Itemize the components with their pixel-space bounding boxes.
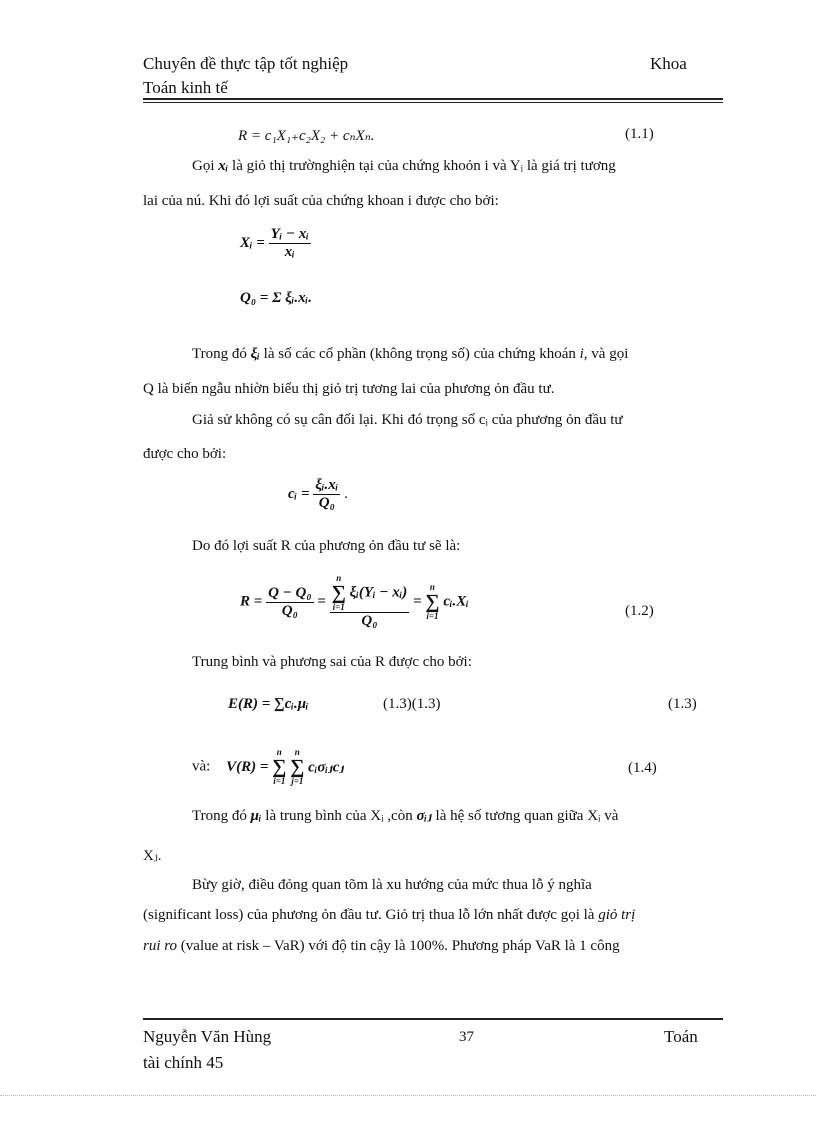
paragraph-2-line-1 bbox=[192, 346, 628, 363]
text-va: và: bbox=[192, 758, 211, 775]
text: Gọi bbox=[192, 158, 215, 174]
footer-rule bbox=[143, 1018, 723, 1020]
sum-sign: n ∑ i=1 bbox=[331, 573, 346, 612]
eq-end: . bbox=[344, 486, 348, 502]
paragraph-6-line-1 bbox=[192, 806, 618, 825]
eq-rhs: cᵢ.Xᵢ bbox=[443, 593, 469, 610]
eq-lhs: Xᵢ = bbox=[240, 235, 265, 251]
equation-1-1: R = c₁X₁₊c₂X₂ + cₙXₙ. bbox=[238, 128, 375, 144]
fraction-1 bbox=[266, 585, 313, 620]
text: là hệ số tương quan giữa Xᵢ và bbox=[435, 808, 619, 824]
text: là giỏ thị trườnghiện tại của chứng khoỏn i và Yᵢ là giá trị tương bbox=[232, 158, 616, 174]
footer-class: tài chính 45 bbox=[143, 1053, 224, 1072]
text: là số các cổ phần (không trọng số) của chứng khoán bbox=[263, 346, 576, 362]
text: Trong đó bbox=[192, 808, 247, 824]
paragraph-7-line-1: Bừy giờ, điều đỏng quan tõm là xu hướng của mức thua lỗ ý nghĩa bbox=[192, 877, 592, 893]
fraction-numerator: ξᵢ.xᵢ bbox=[315, 477, 339, 493]
fraction-numerator: Yᵢ − xᵢ bbox=[270, 226, 309, 242]
sum-upper: n bbox=[336, 573, 342, 583]
eq-lhs: V(R) = bbox=[226, 758, 269, 775]
header-rule-thin bbox=[143, 102, 723, 103]
sum-sign-j: n ∑ j=1 bbox=[290, 747, 305, 786]
eq-lhs: cᵢ = bbox=[288, 486, 310, 502]
equation-number-1-2: (1.2) bbox=[625, 603, 654, 619]
numerator-expr: ξᵢ(Yᵢ − xᵢ) bbox=[349, 584, 408, 601]
fraction-denominator: xᵢ bbox=[284, 244, 295, 260]
fraction-denominator: Q₀ bbox=[318, 495, 335, 511]
equation-expected-return: E(R) = ∑cᵢ.μᵢ bbox=[228, 696, 309, 712]
paragraph-5: Trung bình và phương sai của R được cho bởi: bbox=[192, 654, 472, 670]
paragraph-2-line-2: Q là biến ngẫu nhiờn biểu thị giỏ trị tương lai của phương ỏn đầu tư. bbox=[143, 381, 555, 397]
fraction-numerator bbox=[330, 574, 410, 613]
symbol-xi-greek: ξᵢ bbox=[250, 346, 260, 362]
fraction bbox=[269, 226, 311, 261]
paragraph-1-line-2: lai của nú. Khi đó lợi suất của chứng khoan i được cho bởi: bbox=[143, 193, 499, 209]
sum-lower: i=1 bbox=[332, 602, 345, 612]
sum-upper: n bbox=[429, 582, 435, 592]
text: là trung bình của Xᵢ ,còn bbox=[265, 808, 413, 824]
fraction-denominator: Q₀ bbox=[281, 602, 298, 619]
sum-sign: n ∑ i=1 bbox=[425, 582, 440, 621]
equals: = bbox=[412, 593, 422, 610]
text: và gọi bbox=[591, 346, 629, 362]
eq-rhs: cᵢσᵢⱼcⱼ bbox=[308, 759, 345, 776]
text: (significant loss) của phương ỏn đầu tư. Giỏ trị thua lỗ lớn nhất được gọi là bbox=[143, 907, 595, 923]
equation-portfolio-return bbox=[240, 574, 469, 630]
equation-return bbox=[240, 226, 311, 261]
paragraph-1-line-1 bbox=[192, 158, 616, 175]
paragraph-7-line-2 bbox=[143, 907, 635, 924]
page-edge-line bbox=[0, 1095, 816, 1096]
paragraph-6-line-2: Xⱼ. bbox=[143, 848, 162, 864]
header-right: Khoa bbox=[650, 54, 687, 73]
symbol-i: i, bbox=[579, 346, 588, 362]
header-title-line2: Toán kinh tế bbox=[143, 78, 228, 97]
fraction-denominator: Q₀ bbox=[361, 613, 378, 629]
equals: = bbox=[317, 593, 326, 610]
sum-sign-i: n ∑ i=1 bbox=[272, 747, 287, 786]
footer-author: Nguyễn Văn Hùng bbox=[143, 1027, 272, 1046]
paragraph-3-line-1: Giả sử không có sụ cân đối lại. Khi đó trọng số cᵢ của phương ỏn đầu tư bbox=[192, 412, 623, 428]
term-italic: rui ro bbox=[143, 938, 178, 954]
sum-upper: n bbox=[276, 747, 282, 757]
equation-number-1-3: (1.3) bbox=[668, 696, 697, 712]
header-title-line1: Chuyên đề thực tập tốt nghiệp bbox=[143, 54, 349, 73]
text: Trong đó bbox=[192, 346, 247, 362]
fraction-numerator: Q − Q₀ bbox=[268, 584, 312, 601]
sum-lower: j=1 bbox=[291, 776, 304, 786]
symbol-sigma: σᵢⱼ bbox=[416, 808, 432, 824]
paragraph-3-line-2: được cho bởi: bbox=[143, 446, 227, 462]
equation-variance bbox=[192, 748, 344, 786]
text: (value at risk – VaR) với độ tin cậy là 100%. Phương pháp VaR là 1 công bbox=[180, 938, 620, 954]
sum-lower: i=1 bbox=[273, 776, 286, 786]
symbol-xi: xᵢ bbox=[218, 158, 229, 174]
paragraph-7-line-3 bbox=[143, 938, 620, 955]
header-rule-thick bbox=[143, 98, 723, 100]
sum-upper: n bbox=[294, 747, 300, 757]
equation-weight bbox=[288, 477, 348, 512]
symbol-mu: μᵢ bbox=[250, 808, 262, 824]
equation-number-1-4: (1.4) bbox=[628, 760, 657, 776]
eq-lhs: R = bbox=[240, 593, 263, 610]
equation-mid-label: (1.3)(1.3) bbox=[383, 696, 441, 712]
sum-lower: i=1 bbox=[426, 611, 439, 621]
fraction-2 bbox=[330, 574, 410, 630]
page-number: 37 bbox=[459, 1029, 474, 1045]
term-italic: giỏ trị bbox=[598, 907, 636, 923]
equation-q0: Q₀ = Σ ξᵢ.xᵢ. bbox=[240, 290, 312, 306]
footer-right: Toán bbox=[664, 1027, 698, 1046]
fraction bbox=[313, 477, 340, 512]
equation-number-1-1: (1.1) bbox=[625, 126, 654, 142]
paragraph-4: Do đó lợi suất R của phương ỏn đầu tư sẽ là: bbox=[192, 538, 461, 554]
